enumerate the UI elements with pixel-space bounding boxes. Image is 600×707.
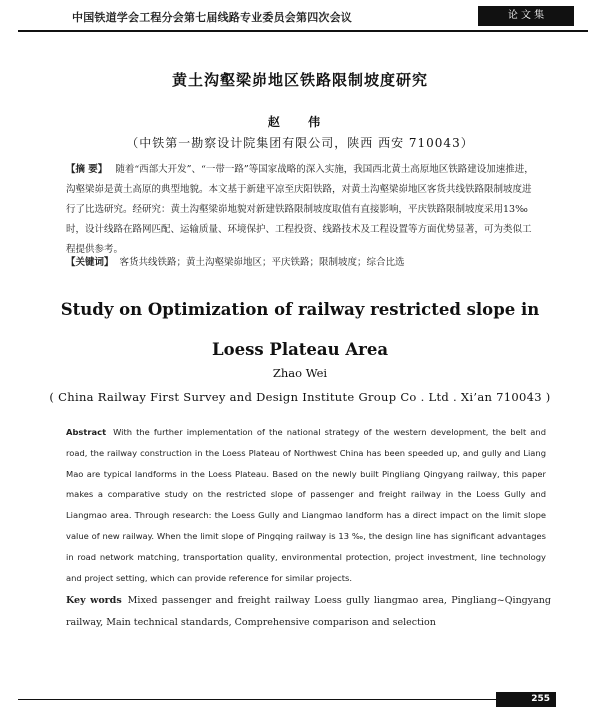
chinese-keywords	[66, 254, 546, 268]
english-affiliation: ( China Railway First Survey and Design Institute Group Co . Ltd . Xi’an 710043 )	[49, 390, 551, 404]
english-abstract-text: With the further implementation of the national strategy of the western development, the belt and road, the railway construction in the Loess Plateau of Northwest China has been speeded up, and gully and Liang Mao are typical landforms in the Loess Plateau. Based on the newly built Pingliang Qingyang railway, this paper makes a comparative study on the restricted slope of passenger and freight railway in the Loess Gully and Liangmao area. Through research: the Loess Gully and Liangmao landform has a direct impact on the limit slope value of new railway. When the limit slope of Pingqing railway is 13 ‰, the design line has significant advantages in road network matching, transportation quality, environmental protection, project investment, line technology and project setting, which can provide reference for similar projects.	[66, 427, 546, 583]
english-author: Zhao Wei	[272, 366, 328, 380]
english-keywords-label: Key words	[66, 595, 122, 606]
english-keywords	[66, 590, 551, 634]
chinese-abstract-text: 随着“西部大开发”、“一带一路”等国家战略的深入实施，我国西北黄土高原地区铁路建设加速推进，沟壑梁峁是黄土高原的典型地貌。本文基于新建平凉至庆阳铁路，对黄土沟壑梁峁地区客货共线铁路限制坡度进行了比选研究。经研究：黄土沟壑梁峁地貌对新建铁路限制坡度取值有直接影响，平庆铁路限制坡度采用13‰时，设计线路在路网匹配、运输质量、环境保护、工程投资、线路技术及工程设置等方面优势显著，可为类似工程提供参考。	[66, 164, 534, 255]
journal-header: 中国铁道学会工程分会第七届线路专业委员会第四次会议	[72, 11, 352, 24]
english-keywords-text: Mixed passenger and freight railway Loess gully liangmao area, Pingliang~Qingyang railway, Main technical standards, Comprehensive comparison and selection	[66, 595, 551, 628]
chinese-abstract	[66, 160, 538, 260]
chinese-keywords-label: 【关键词】	[66, 257, 114, 268]
english-abstract-label: Abstract	[66, 427, 107, 437]
chinese-keywords-text: 客货共线铁路；黄土沟壑梁峁地区；平庆铁路；限制坡度；综合比选	[119, 257, 405, 268]
page-number: 255	[496, 692, 556, 707]
chinese-author: 赵 伟	[267, 115, 333, 129]
chinese-affiliation: （中铁第一勘察设计院集团有限公司，陕西 西安 710043）	[126, 136, 474, 150]
chinese-title: 黄土沟壑梁峁地区铁路限制坡度研究	[171, 71, 428, 89]
english-abstract	[66, 422, 546, 588]
chinese-abstract-label: 【摘 要】	[66, 164, 108, 175]
proceedings-badge: 论 文 集	[478, 6, 574, 26]
page-header	[0, 0, 600, 34]
header-divider	[18, 30, 588, 32]
english-title: Study on Optimization of railway restricted slope in Loess Plateau Area	[60, 300, 540, 359]
footer-divider	[18, 699, 528, 700]
